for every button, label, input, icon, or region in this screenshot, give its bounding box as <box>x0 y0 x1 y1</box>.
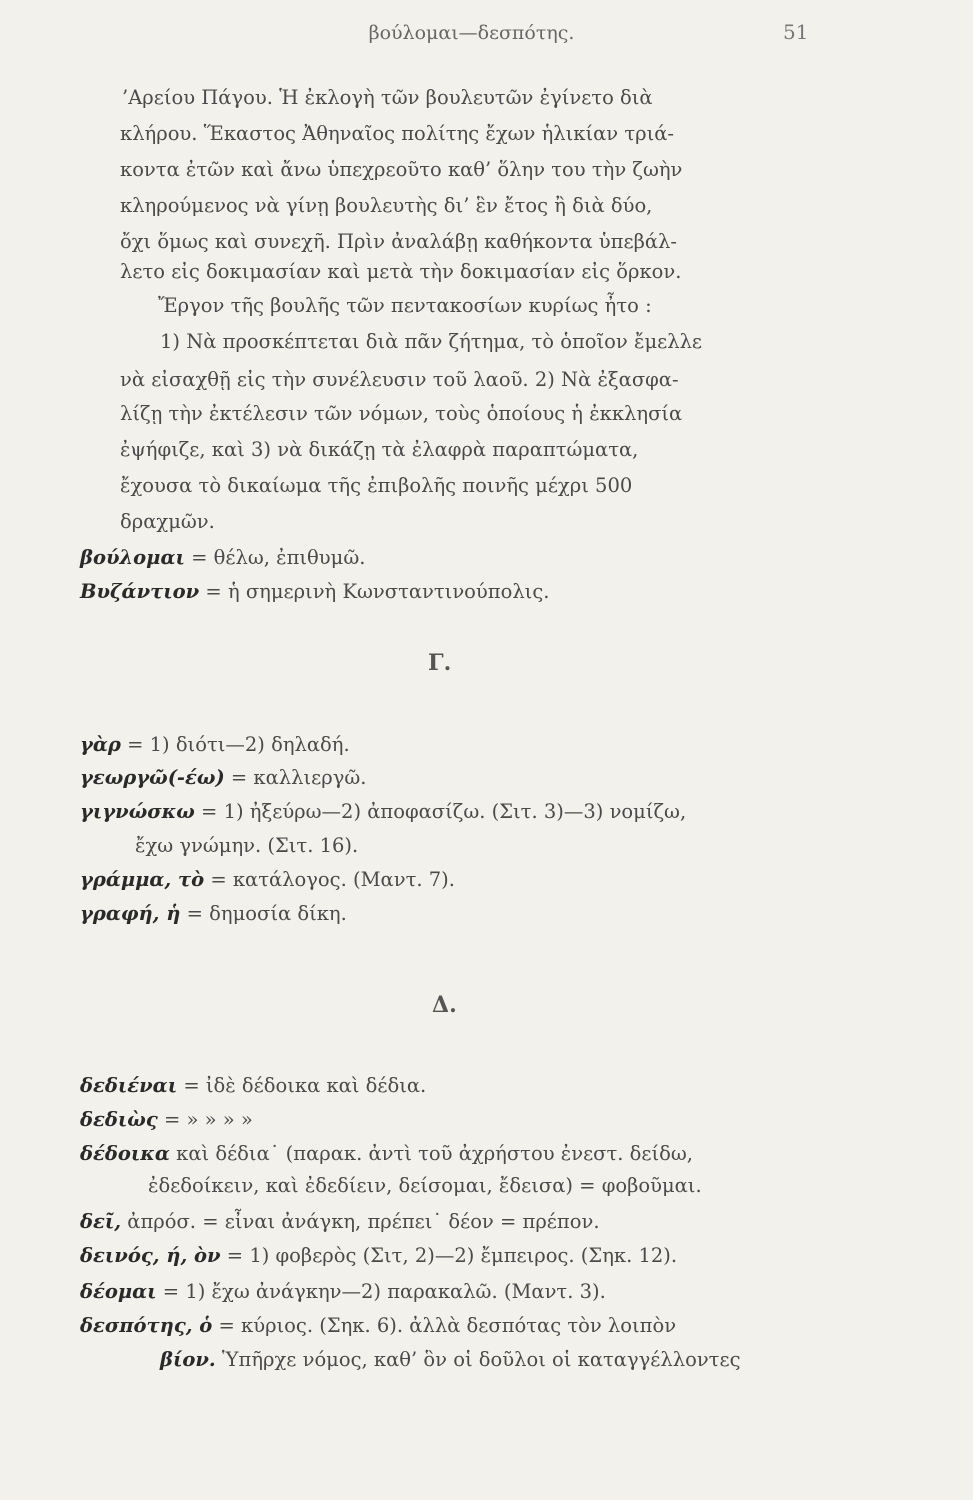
dictionary-entry <box>80 1212 600 1232</box>
entry-definition: = 1) ἠξεύρω—2) ἀποφασίζω. (Σιτ. 3)—3) νομίζω, <box>201 800 687 823</box>
dictionary-entry <box>80 1144 693 1164</box>
entry-definition: = κύριος. (Σηκ. 6). ἀλλὰ δεσπότας τὸν λοιπὸν <box>218 1314 677 1337</box>
entry-definition: Ὑπῆρχε νόμος, καθ’ ὃν οἱ δοῦλοι οἱ καταγγέλλοντες <box>221 1348 741 1371</box>
dictionary-entry <box>80 1316 676 1336</box>
entry-definition: = ἡ σημερινὴ Κωνσταντινούπολις. <box>205 580 550 603</box>
dictionary-entry <box>80 1246 677 1266</box>
dictionary-entry <box>80 582 549 602</box>
intro-line: 1) Νὰ προσκέπτεται διὰ πᾶν ζήτημα, τὸ ὁποῖον ἔμελλε <box>160 330 703 353</box>
entry-headword: δέδοικα <box>80 1142 170 1165</box>
intro-line: Ἔργον τῆς βουλῆς τῶν πεντακοσίων κυρίως ἦτο : <box>158 294 652 317</box>
intro-line: κοντα ἐτῶν καὶ ἄνω ὑπεχρεοῦτο καθ’ ὅλην του τὴν ζωὴν <box>120 158 683 181</box>
entry-headword: γὰρ <box>80 733 121 756</box>
entry-definition: = κατάλογος. (Μαντ. 7). <box>210 868 455 891</box>
entry-definition: = 1) φοβερὸς (Σιτ, 2)—2) ἔμπειρος. (Σηκ. 12). <box>226 1244 678 1267</box>
entry-headword: δεσπότης, ὁ <box>80 1314 213 1337</box>
intro-line: ἔχουσα τὸ δικαίωμα τῆς ἐπιβολῆς ποινῆς μέχρι 500 <box>120 474 633 497</box>
dictionary-entry <box>80 802 686 822</box>
entry-headword: δεδιὼς <box>80 1108 158 1131</box>
entry-definition: = 1) διότι—2) δηλαδή. <box>127 733 350 756</box>
intro-line: ’Αρείου Πάγου. Ἡ ἐκλογὴ τῶν βουλευτῶν ἐγίνετο διὰ <box>122 86 653 109</box>
entry-headword: βούλομαι <box>80 546 185 569</box>
entry-definition: = δημοσία δίκη. <box>186 902 347 925</box>
intro-line: κλήρου. Ἕκαστος Ἀθηναῖος πολίτης ἔχων ἡλικίαν τριά- <box>120 122 674 145</box>
dictionary-entry <box>80 1110 253 1130</box>
intro-line: νὰ εἰσαχθῇ εἰς τὴν συνέλευσιν τοῦ λαοῦ. 2) Νὰ ἐξασφα- <box>120 368 679 391</box>
entry-definition: = ἰδὲ δέδοικα καὶ δέδια. <box>183 1074 427 1097</box>
dictionary-entry <box>80 1076 426 1096</box>
section-letter-delta: Δ. <box>432 992 457 1018</box>
intro-line: λετο εἰς δοκιμασίαν καὶ μετὰ τὴν δοκιμασίαν εἰς ὅρκον. <box>120 260 682 283</box>
dictionary-entry-continuation <box>160 1350 741 1370</box>
entry-headword: δεινός, ή, ὸν <box>80 1244 221 1267</box>
dictionary-entry <box>80 1282 606 1302</box>
dictionary-entry-continuation <box>148 1176 702 1196</box>
entry-headword: γιγνώσκω <box>80 800 195 823</box>
dictionary-entry <box>80 548 365 568</box>
entry-headword: γραφή, ἡ <box>80 902 181 925</box>
intro-line: κληρούμενος νὰ γίνῃ βουλευτὴς δι’ ἓν ἔτος ἢ διὰ δύο, <box>120 194 653 217</box>
dictionary-entry <box>80 768 366 788</box>
page-number: 51 <box>783 20 809 44</box>
entry-definition: = 1) ἔχω ἀνάγκην—2) παρακαλῶ. (Μαντ. 3). <box>162 1280 606 1303</box>
entry-headword: Βυζάντιον <box>80 580 200 603</box>
dictionary-entry <box>80 870 455 890</box>
entry-headword: δέομαι <box>80 1280 157 1303</box>
entry-definition: = καλλιεργῶ. <box>230 766 367 789</box>
entry-headword: βίον. <box>160 1348 216 1371</box>
intro-line: δραχμῶν. <box>120 510 215 533</box>
entry-definition: καὶ δέδια˙ (παρακ. ἀντὶ τοῦ ἀχρήστου ἐνεστ. δείδω, <box>176 1142 693 1165</box>
entry-headword: δεδιέναι <box>80 1074 178 1097</box>
section-letter-gamma: Γ. <box>428 650 452 676</box>
entry-definition: ἀπρόσ. = εἶναι ἀνάγκη, πρέπει˙ δέον = πρέπον. <box>127 1210 600 1233</box>
entry-headword: γράμμα, τὸ <box>80 868 205 891</box>
entry-headword: γεωργῶ(-έω) <box>80 766 225 789</box>
intro-line: λίζῃ τὴν ἐκτέλεσιν τῶν νόμων, τοὺς ὁποίους ἡ ἐκκλησία <box>120 402 683 425</box>
running-title: βούλομαι—δεσπότης. <box>368 22 575 44</box>
entry-definition: ἔχω γνώμην. (Σιτ. 16). <box>135 834 359 857</box>
entry-definition: ἐδεδοίκειν, καὶ ἐδεδίειν, δείσομαι, ἔδεισα) = φοβοῦμαι. <box>148 1174 702 1197</box>
dictionary-entry <box>80 904 347 924</box>
intro-line: ὄχι ὅμως καὶ συνεχῆ. Πρὶν ἀναλάβῃ καθήκοντα ὑπεβάλ- <box>120 230 677 253</box>
entry-definition: = θέλω, ἐπιθυμῶ. <box>191 546 366 569</box>
dictionary-entry-continuation <box>135 836 358 856</box>
entry-definition: = » » » » <box>163 1108 253 1131</box>
intro-line: ἐψήφιζε, καὶ 3) νὰ δικάζῃ τὰ ἐλαφρὰ παραπτώματα, <box>120 438 639 461</box>
entry-headword: δεῖ, <box>80 1210 122 1233</box>
dictionary-entry <box>80 735 350 755</box>
